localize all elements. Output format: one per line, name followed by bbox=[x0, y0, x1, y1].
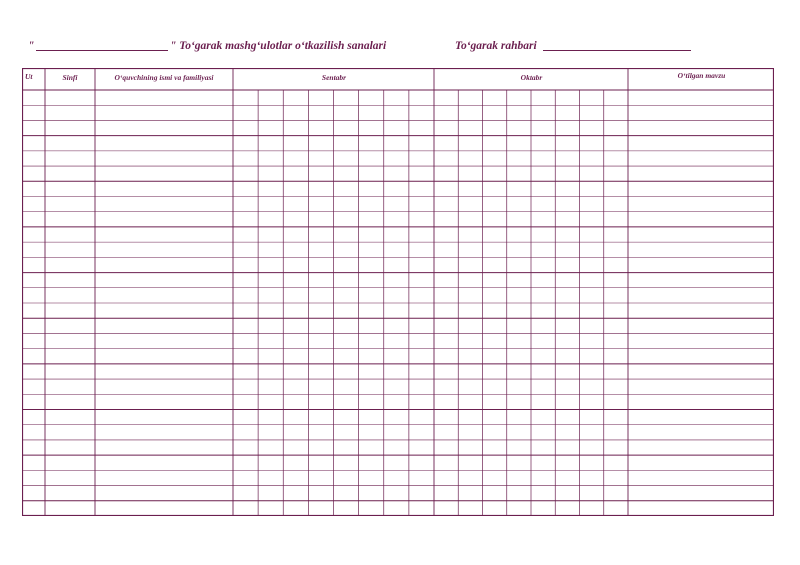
column-header-number: Ut bbox=[25, 72, 33, 81]
table-grid bbox=[22, 68, 774, 516]
column-header-topic: O‘tilgan mavzu bbox=[677, 71, 726, 80]
leader-label: To‘garak rahbari bbox=[455, 40, 537, 52]
column-header-class: Sinfi bbox=[62, 73, 78, 82]
attendance-table bbox=[22, 68, 774, 516]
column-header-month-1: Sentabr bbox=[321, 73, 347, 82]
column-header-month-2: Oktabr bbox=[520, 73, 543, 82]
form-header bbox=[0, 38, 800, 58]
form-title: " To‘garak mashg‘ulotlar o‘tkazilish sanalari bbox=[170, 40, 387, 52]
column-header-student-name: O‘quvchining ismi va familiyasi bbox=[114, 73, 214, 82]
quote-mark: " bbox=[28, 40, 35, 52]
leader-name-blank[interactable] bbox=[543, 50, 691, 51]
club-name-blank[interactable] bbox=[36, 50, 168, 51]
